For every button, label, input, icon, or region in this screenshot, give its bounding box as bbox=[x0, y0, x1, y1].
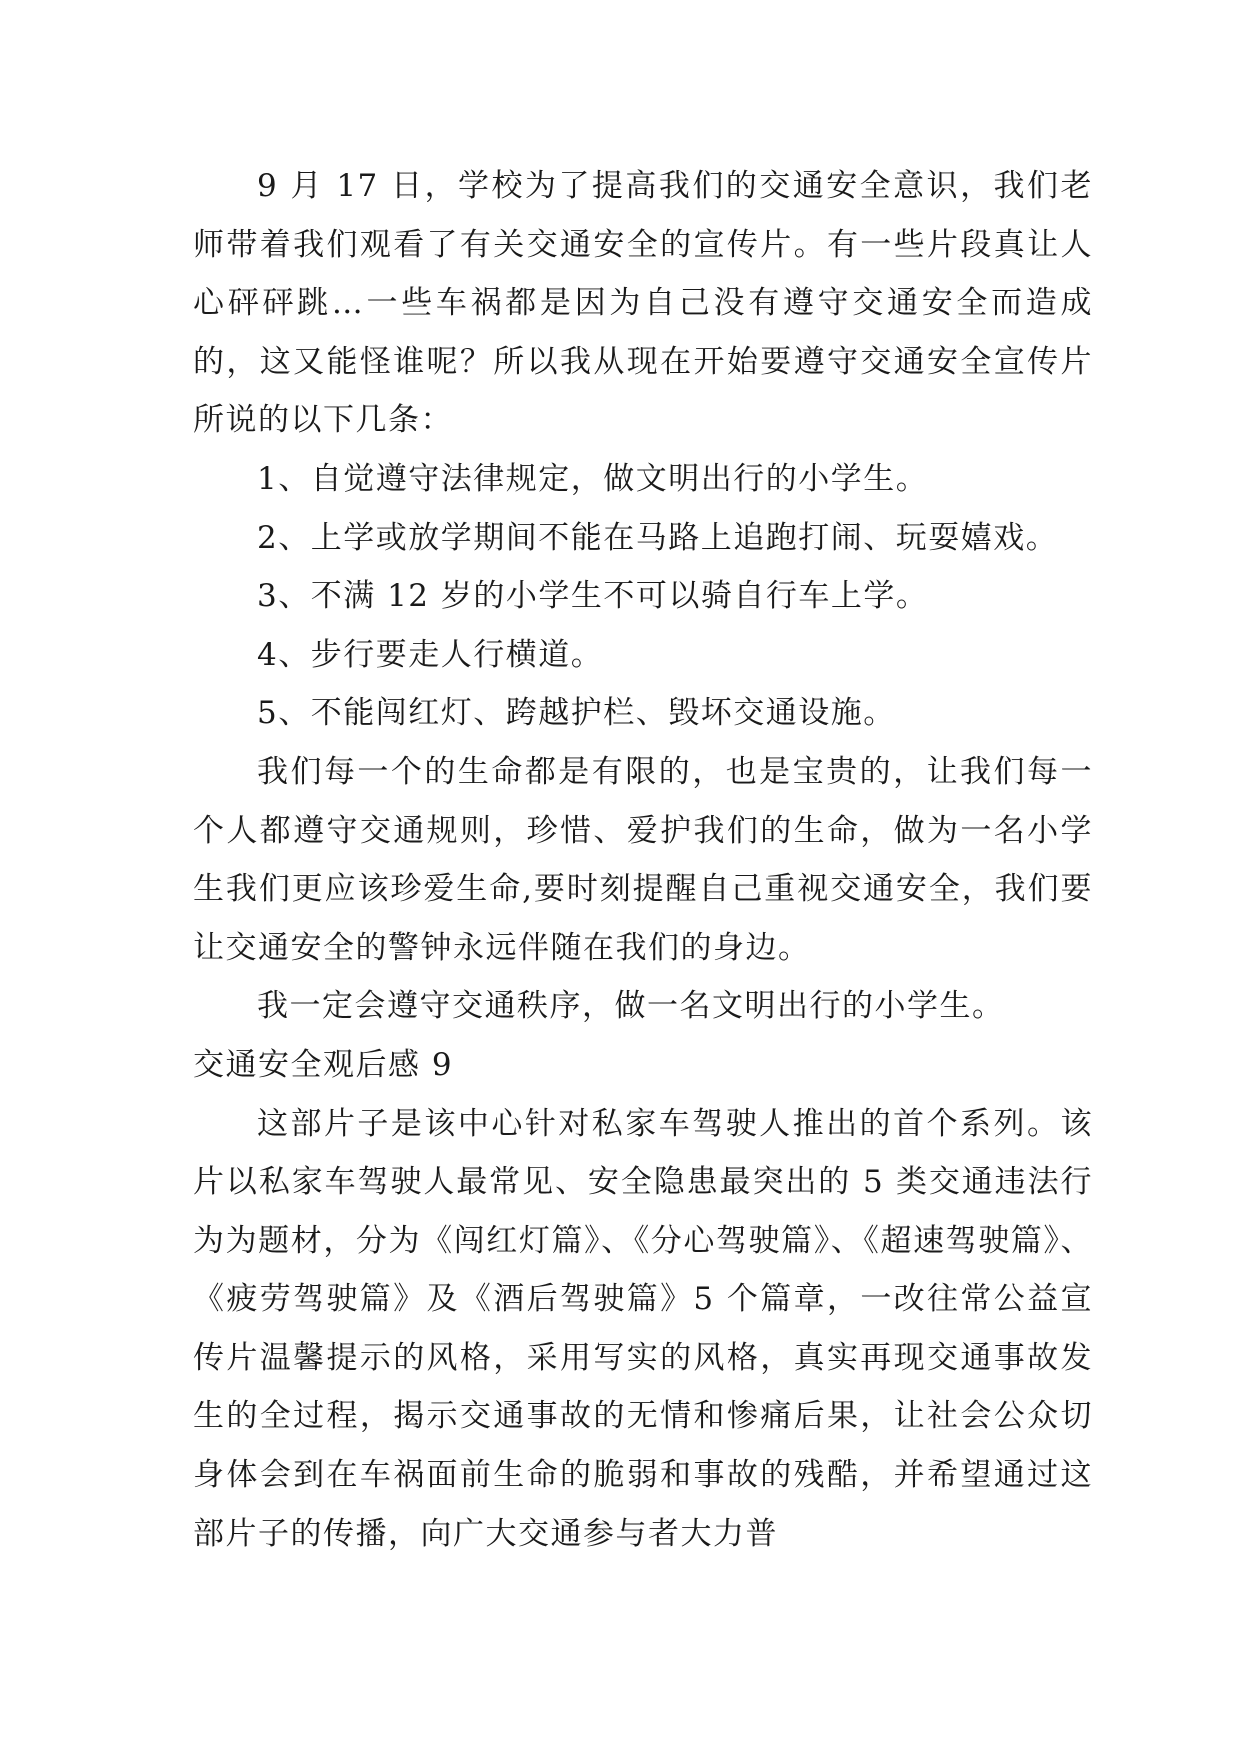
list-item-5: 5、不能闯红灯、跨越护栏、毁坏交通设施。 bbox=[257, 695, 896, 732]
list-item-4: 4、步行要走人行横道。 bbox=[257, 636, 604, 673]
paragraph-intro: 9 月 17 日，学校为了提高我们的交通安全意识，我们老师带着我们观看了有关交通安全的宣传片。有一些片段真让人心砰砰跳…一些车祸都是因为自己没有遵守交通安全而造成的，这又能怪谁呢？所以我从现在开始要遵守交通安全宣传片所说的以下几条： bbox=[193, 168, 1093, 439]
paragraph-reflection: 我们每一个的生命都是有限的，也是宝贵的，让我们每一个人都遵守交通规则，珍惜、爱护我们的生命，做为一名小学生我们更应该珍爱生命,要时刻提醒自己重视交通安全，我们要让交通安全的警钟永远伴随在我们的身边。 bbox=[193, 753, 1093, 966]
section-heading: 交通安全观后感 9 bbox=[193, 1046, 454, 1083]
list-item-3: 3、不满 12 岁的小学生不可以骑自行车上学。 bbox=[257, 578, 929, 615]
list-item-1: 1、自觉遵守法律规定，做文明出行的小学生。 bbox=[257, 460, 929, 497]
document-body bbox=[193, 157, 1093, 1563]
list-item-2: 2、上学或放学期间不能在马路上追跑打闹、玩耍嬉戏。 bbox=[257, 519, 1059, 556]
paragraph-conclusion: 我一定会遵守交通秩序，做一名文明出行的小学生。 bbox=[257, 988, 1005, 1025]
paragraph-section-body: 这部片子是该中心针对私家车驾驶人推出的首个系列。该片以私家车驾驶人最常见、安全隐患最突出的 5 类交通违法行为为题材，分为《闯红灯篇》、《分心驾驶篇》、《超速驾驶篇》、《疲劳驾驶篇》及《酒后驾驶篇》5 个篇章，一改往常公益宣传片温馨提示的风格，采用写实的风格，真实再现交通事故发生的全过程，揭示交通事故的无情和惨痛后果，让社会公众切身体会到在车祸面前生命的脆弱和事故的残酷，并希望通过这部片子的传播，向广大交通参与者大力普 bbox=[193, 1105, 1093, 1552]
